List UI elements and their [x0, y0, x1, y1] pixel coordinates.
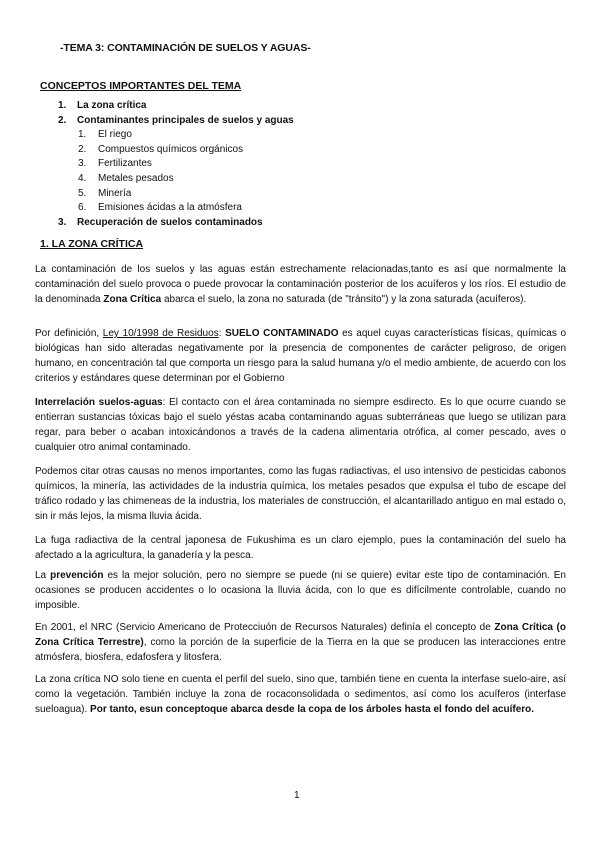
- toc-subitem: 3. Fertilizantes: [78, 158, 152, 170]
- toc-subitem: 2. Compuestos químicos orgánicos: [78, 143, 244, 155]
- paragraph-6: La prevención es la mejor solución, pero no siempre se puede (ni se quiere) evitar este tipo de contaminación. En ocasiones se producen accidentes o lo ocasiona la lluvia ácida, con lo que es difícilmente controlable, cuando no imposible.: [35, 570, 566, 611]
- toc-item-3: 3. Recuperación de suelos contaminados: [58, 216, 263, 228]
- paragraph-5: La fuga radiactiva de la central japonesa de Fukushima es un claro ejemplo, pues la contaminación del suelo ha afectado a la agricultura, la ganadería y la pesca.: [35, 535, 566, 561]
- section-1-heading: 1. LA ZONA CRÍTICA: [40, 238, 144, 250]
- toc-item-1: 1. La zona crítica: [58, 100, 147, 111]
- law-reference: Ley 10/1998 de Residuos: [102, 328, 219, 339]
- toc-subitem: 4. Metales pesados: [78, 172, 174, 184]
- paragraph-1: La contaminación de los suelos y las aguas están estrechamente relacionadas,tanto es así que normalmente la contaminación del suelo provoca o puede provocar la contaminación posterior de los acuíferos y los ríos. El estudio de la denominada Zona Crítica abarca el suelo, la zona no saturada (de "tránsito") y la zona saturada (acuíferos).: [35, 264, 566, 305]
- paragraph-7: En 2001, el NRC (Servicio Americano de Protecciuón de Recursos Naturales) definía el concepto de Zona Crítica (o Zona Crítica Terrestre), como la porción de la superficie de la Tierra en la que se producen las interacciones entre atmósfera, biosfera, edafosfera y litosfera.: [35, 622, 566, 663]
- table-of-contents: [58, 99, 294, 230]
- toc-item-2: 2. Contaminantes principales de suelos y aguas: [58, 114, 294, 126]
- document-title: -TEMA 3: CONTAMINACIÓN DE SUELOS Y AGUAS-: [60, 42, 311, 54]
- toc-subitem: 1. El riego: [78, 129, 132, 141]
- paragraph-8: La zona crítica NO solo tiene en cuenta el perfil del suelo, sino que, también tiene en cuenta la interfase suelo-aire, así como la vegetación. También incluye la zona de rocaconsolidada o sedimentos, así como los acuíferos (interfase sueloagua). Por tanto, esun conceptoque abarca desde la copa de los árboles hasta el fondo del acuífero.: [35, 674, 566, 715]
- paragraph-3: Interrelación suelos-aguas: El contacto con el área contaminada no siempre esdirecto. Es lo que ocurre cuando se entierran sustancias tóxicas bajo el suelo yéstas acaba contaminando aguas subterráneas que luego se utilizan para regar, para beber o acaban intoxicándonos a través de la cadena alimentaria otrófica, al comer pescado, aves o cualquier otro animal contaminado.: [35, 397, 566, 453]
- toc-subitem: 5. Minería: [78, 187, 132, 199]
- concepts-heading: CONCEPTOS IMPORTANTES DEL TEMA: [40, 80, 242, 92]
- paragraph-4: Podemos citar otras causas no menos importantes, como las fugas radiactivas, el uso intensivo de pesticidas cabonos químicos, la minería, las actividades de la industria química, los metales pesados que expulsa el tubo de escape del tráfico rodado y las chimeneas de la industria, los materiales de construcción, el alcantarillado antiguo en mal estado o, sin ir más lejos, la misma lluvia ácida.: [35, 466, 566, 522]
- toc-subitem: 6. Emisiones ácidas a la atmósfera: [78, 202, 242, 214]
- page-number: 1: [294, 790, 300, 801]
- paragraph-2: Por definición, Ley 10/1998 de Residuos: SUELO CONTAMINADO es aquel cuyas características físicas, químicas o biológicas han sido alteradas negativamente por la presencia de componentes de carácter peligroso, de origen humano, en concentración tal que comporta un riesgo para la salud humana y/o el medio ambiente, de acuerdo con los criterios y estándares quese determinan por el Gobierno: [35, 328, 567, 384]
